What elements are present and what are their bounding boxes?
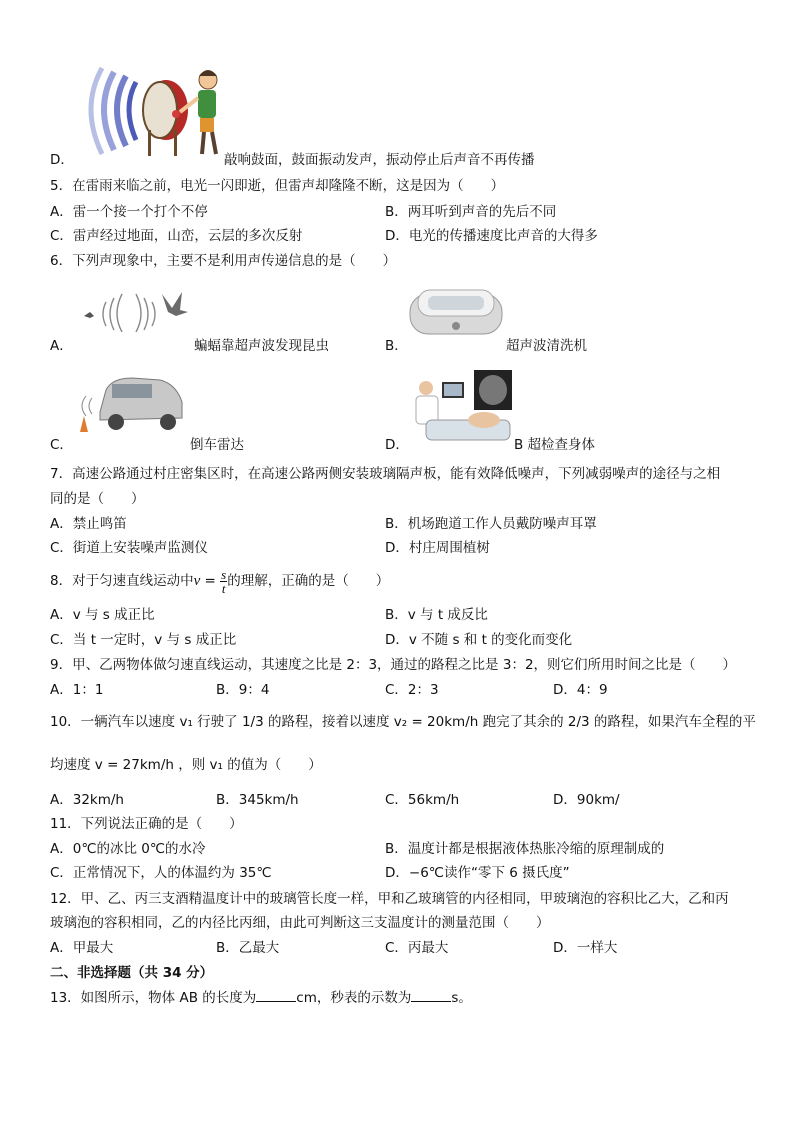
q7-stem-line1: 7．高速公路通过村庄密集区时，在高速公路两侧安装玻璃隔声板，能有效降低噪声，下列减弱噪声的途径与之相 — [50, 466, 721, 482]
q5-option-d: D．电光的传播速度比声音的大得多 — [385, 228, 598, 244]
q9-option-b: B．9：4 — [216, 682, 270, 698]
q5-option-c: C．雷声经过地面，山峦，云层的多次反射 — [50, 228, 303, 244]
section-2-title: 二、非选择题（共 34 分） — [50, 965, 214, 981]
q8-formula-eq: = — [200, 573, 221, 589]
q8-formula-denominator: t — [221, 580, 226, 596]
q7-stem-line2: 同的是（ ） — [50, 491, 145, 507]
q12-option-d: D．一样大 — [553, 940, 618, 956]
q6-option-d-caption: B 超检查身体 — [514, 437, 596, 453]
q8-option-b: B．v 与 t 成反比 — [385, 607, 488, 623]
ultrasonic-cleaner-image — [406, 284, 506, 342]
q5-option-b: B．两耳听到声音的先后不同 — [385, 204, 557, 220]
q6-option-b-caption: 超声波清洗机 — [506, 338, 587, 354]
q13-stem-post: s。 — [451, 990, 472, 1006]
q6-option-d-letter: D． — [385, 437, 409, 453]
q8-stem — [50, 566, 389, 596]
q12-option-b: B．乙最大 — [216, 940, 280, 956]
q7-option-a: A．禁止鸣笛 — [50, 516, 127, 532]
q10-option-d: D．90km/ — [553, 792, 620, 808]
q7-option-c: C．街道上安装噪声监测仪 — [50, 540, 208, 556]
q4-option-d-letter: D． — [50, 152, 74, 168]
q13-stem — [50, 989, 472, 1007]
q11-stem: 11．下列说法正确的是（ ） — [50, 816, 243, 832]
q7-option-d: D．村庄周围植树 — [385, 540, 490, 556]
q8-option-a: A．v 与 s 成正比 — [50, 607, 155, 623]
q7-option-b: B．机场跑道工作人员戴防噪声耳罩 — [385, 516, 597, 532]
q6-option-a-caption: 蝙蝠靠超声波发现昆虫 — [194, 338, 329, 354]
q11-option-b: B．温度计都是根据液体热胀冷缩的原理制成的 — [385, 841, 665, 857]
q10-option-c: C．56km/h — [385, 792, 460, 808]
b-ultrasound-exam-image — [408, 370, 512, 444]
q12-stem-line1: 12．甲、乙、丙三支酒精温度计中的玻璃管长度一样，甲和乙玻璃管的内径相同，甲玻璃泡的容积比乙大，乙和丙 — [50, 891, 729, 907]
q11-option-c: C．正常情况下，人的体温约为 35℃ — [50, 865, 272, 881]
q9-option-a: A．1：1 — [50, 682, 104, 698]
q12-stem-line2: 玻璃泡的容积相同，乙的内径比丙细，由此可判断这三支温度计的测量范围（ ） — [50, 915, 550, 931]
q6-stem: 6．下列声现象中，主要不是利用声传递信息的是（ ） — [50, 253, 397, 269]
q13-stem-mid: cm，秒表的示数为 — [296, 990, 412, 1006]
q8-option-c: C．当 t 一定时，v 与 s 成正比 — [50, 632, 237, 648]
q6-option-a-letter: A． — [50, 338, 73, 354]
reversing-radar-image — [72, 368, 188, 436]
q10-option-b: B．345km/h — [216, 792, 299, 808]
q12-option-c: C．丙最大 — [385, 940, 449, 956]
q13-answer-blank-length[interactable] — [256, 989, 296, 1002]
q8-formula-numerator: s — [221, 566, 227, 582]
drum-sound-image — [70, 58, 222, 162]
q8-formula-lhs: v — [193, 573, 201, 589]
q11-option-a: A．0℃的冰比 0℃的水冷 — [50, 841, 206, 857]
q5-option-a: A．雷一个接一个打个不停 — [50, 204, 208, 220]
q10-stem-line2: 均速度 v = 27km/h ，则 v₁ 的值为（ ） — [50, 757, 322, 773]
q11-option-d: D．−6℃读作“零下 6 摄氏度” — [385, 865, 570, 881]
q13-stem-pre: 13．如图所示，物体 AB 的长度为 — [50, 990, 257, 1006]
q10-stem-line1: 10．一辆汽车以速度 v₁ 行驶了 1/3 的路程，接着以速度 v₂ = 20km/h 跑完了其余的 2/3 的路程，如果汽车全程的平 — [50, 714, 756, 730]
q13-answer-blank-time[interactable] — [411, 989, 451, 1002]
bat-ultrasound-image — [76, 282, 194, 332]
q9-stem: 9．甲、乙两物体做匀速直线运动，其速度之比是 2：3，通过的路程之比是 3：2，则它们所用时间之比是（ ） — [50, 657, 737, 673]
q5-stem: 5．在雷雨来临之前，电光一闪即逝，但雷声却隆隆不断，这是因为（ ） — [50, 178, 505, 194]
q8-stem-pre: 8．对于匀速直线运动中 — [50, 573, 194, 589]
q9-option-c: C．2：3 — [385, 682, 439, 698]
q8-stem-post: 的理解，正确的是（ ） — [227, 573, 390, 589]
q9-option-d: D．4：9 — [553, 682, 608, 698]
q12-option-a: A．甲最大 — [50, 940, 114, 956]
q6-option-c-caption: 倒车雷达 — [190, 437, 244, 453]
q6-option-b-letter: B． — [385, 338, 408, 354]
q6-option-c-letter: C． — [50, 437, 73, 453]
q4-option-d-text: 敲响鼓面，鼓面振动发声，振动停止后声音不再传播 — [224, 152, 535, 168]
q10-option-a: A．32km/h — [50, 792, 124, 808]
q8-option-d: D．v 不随 s 和 t 的变化而变化 — [385, 632, 573, 648]
